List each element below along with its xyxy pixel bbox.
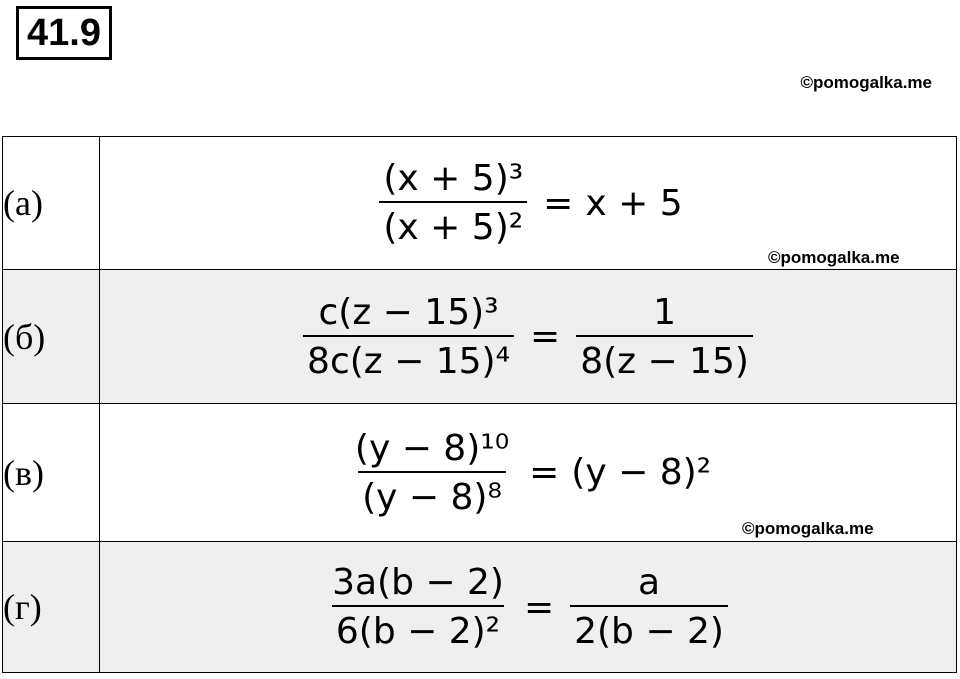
right-side: (y − 8)² bbox=[571, 452, 712, 493]
fraction bbox=[576, 292, 753, 382]
expression-cell bbox=[100, 270, 957, 404]
equals-sign: = bbox=[529, 452, 560, 493]
equals-sign: = bbox=[523, 586, 555, 628]
row-label: (а) bbox=[3, 137, 100, 270]
denominator: (x + 5)² bbox=[379, 201, 527, 248]
watermark-row-a: ©pomogalka.me bbox=[768, 248, 900, 267]
numerator: 3a(b − 2) bbox=[332, 562, 504, 603]
numerator: (y − 8)¹⁰ bbox=[354, 427, 510, 469]
numerator: (x + 5)³ bbox=[383, 158, 524, 199]
right-side: x + 5 bbox=[585, 182, 683, 224]
fraction bbox=[351, 428, 513, 518]
equals-sign: = bbox=[530, 316, 561, 357]
fraction bbox=[570, 562, 728, 652]
numerator: c(z − 15)³ bbox=[318, 291, 499, 333]
problem-number: 41.9 bbox=[16, 6, 112, 60]
equation bbox=[297, 292, 759, 382]
row-label: (г) bbox=[3, 542, 100, 673]
denominator: 6(b − 2)² bbox=[332, 605, 504, 652]
fraction bbox=[379, 158, 527, 248]
equation bbox=[345, 428, 711, 518]
numerator: 1 bbox=[653, 291, 677, 333]
fraction bbox=[303, 292, 514, 382]
equals-sign: = bbox=[543, 182, 574, 224]
denominator: 2(b − 2) bbox=[570, 605, 728, 652]
answers-table bbox=[2, 136, 957, 673]
table-row bbox=[3, 270, 957, 404]
numerator: a bbox=[637, 562, 661, 603]
expression-cell bbox=[100, 542, 957, 673]
table-row bbox=[3, 542, 957, 673]
fraction bbox=[328, 562, 508, 652]
denominator: (y − 8)⁸ bbox=[358, 471, 506, 518]
row-label: (в) bbox=[3, 404, 100, 542]
equation bbox=[322, 562, 734, 652]
watermark-row-v: ©pomogalka.me bbox=[742, 519, 874, 538]
denominator: 8c(z − 15)⁴ bbox=[303, 335, 514, 382]
denominator: 8(z − 15) bbox=[576, 335, 753, 382]
row-label: (б) bbox=[3, 270, 100, 404]
watermark-top: ©pomogalka.me bbox=[800, 73, 932, 92]
equation bbox=[373, 158, 682, 248]
